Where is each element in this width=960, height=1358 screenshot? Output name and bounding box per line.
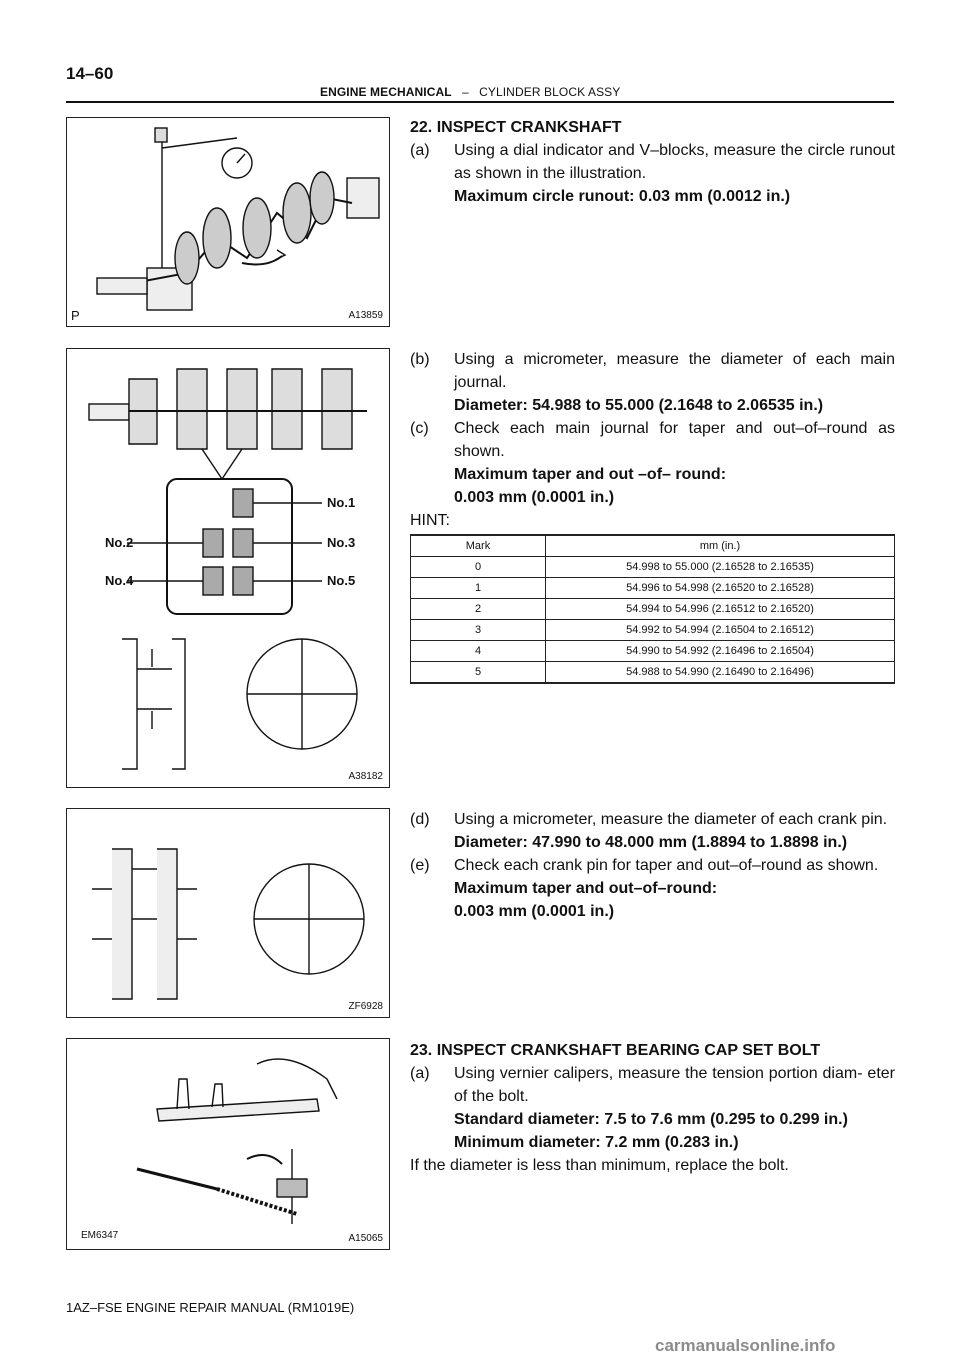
value-cell: 54.990 to 54.992 (2.16496 to 2.16504): [546, 641, 895, 662]
item-label: (d): [410, 811, 430, 828]
step22-journal-section: [410, 348, 895, 532]
step22-a: [410, 139, 895, 185]
journal-label-no2: No.2: [105, 535, 134, 550]
item-text: Using vernier calipers, measure the tension portion diam- eter of the bolt.: [454, 1065, 895, 1105]
step23-section: [410, 1039, 895, 1177]
header-separator: –: [462, 85, 469, 99]
table-row: [411, 557, 895, 578]
step22-e: [410, 854, 895, 877]
item-text: Using a micrometer, measure the diameter of each main journal.: [454, 351, 895, 391]
spec-pin-taper-value: 0.003 mm (0.0001 in.): [454, 903, 615, 920]
item-label: (b): [410, 351, 430, 368]
spec-journal-taper-value: 0.003 mm (0.0001 in.): [454, 489, 615, 506]
journal-label-no4: No.4: [105, 573, 134, 588]
spec-pin-taper: Maximum taper and out–of–round:: [454, 880, 718, 897]
table-row: [411, 662, 895, 684]
mark-cell: 4: [411, 641, 546, 662]
step22-section: [410, 116, 895, 208]
step22-title: 22. INSPECT CRANKSHAFT: [410, 119, 622, 136]
crankshaft-runout-illustration: [67, 118, 391, 328]
table-row: [411, 641, 895, 662]
value-cell: 54.994 to 54.996 (2.16512 to 2.16520): [546, 599, 895, 620]
table-row: [411, 599, 895, 620]
step22-c: [410, 417, 895, 463]
value-cell: 54.992 to 54.994 (2.16504 to 2.16512): [546, 620, 895, 641]
figure-main-journal: [66, 348, 390, 788]
table-row: [411, 578, 895, 599]
item-label: (a): [410, 142, 430, 159]
item-label: (e): [410, 857, 430, 874]
subsection-title: CYLINDER BLOCK ASSY: [479, 85, 621, 99]
step22-crankpin-section: [410, 808, 895, 923]
bolt-caliper-illustration: [67, 1039, 391, 1251]
header-rule: [66, 101, 894, 103]
spec-journal-diameter: Diameter: 54.988 to 55.000 (2.1648 to 2.06535 in.): [454, 397, 824, 414]
figure-crank-pin: [66, 808, 390, 1018]
mark-cell: 3: [411, 620, 546, 641]
item-label: (c): [410, 420, 429, 437]
section-title: ENGINE MECHANICAL: [320, 85, 452, 99]
table-header-row: [411, 535, 895, 557]
figure-corner-mark: P: [71, 308, 80, 323]
step22-d: [410, 808, 895, 831]
item-label: (a): [410, 1065, 430, 1082]
figure-id: A13859: [348, 310, 383, 321]
item-text: Using a dial indicator and V–blocks, measure the circle runout as shown in the illustration.: [454, 142, 895, 182]
journal-label-no3: No.3: [327, 535, 356, 550]
step23-a: [410, 1062, 895, 1108]
mark-cell: 5: [411, 662, 546, 684]
main-journal-illustration: [67, 349, 391, 789]
hint-label: HINT:: [410, 512, 450, 529]
figure-id: A38182: [348, 771, 383, 782]
journal-label-no1: No.1: [327, 495, 356, 510]
running-header: [320, 85, 620, 99]
spec-minimum-diameter: Minimum diameter: 7.2 mm (0.283 in.): [454, 1134, 739, 1151]
journal-label-no5: No.5: [327, 573, 356, 588]
crank-pin-illustration: [67, 809, 391, 1019]
figure-bolt-caliper: [66, 1038, 390, 1250]
figure-id: A15065: [348, 1233, 383, 1244]
item-text: Check each main journal for taper and out–of–round as shown.: [454, 420, 895, 460]
item-text: Check each crank pin for taper and out–of–round as shown.: [454, 857, 879, 874]
manual-footer: 1AZ–FSE ENGINE REPAIR MANUAL (RM1019E): [66, 1300, 355, 1315]
spec-circle-runout: Maximum circle runout: 0.03 mm (0.0012 in.): [454, 188, 791, 205]
spec-pin-diameter: Diameter: 47.990 to 48.000 mm (1.8894 to 1.8898 in.): [454, 834, 848, 851]
step23-title: 23. INSPECT CRANKSHAFT BEARING CAP SET BOLT: [410, 1042, 821, 1059]
mark-cell: 0: [411, 557, 546, 578]
figure-crankshaft-runout: [66, 117, 390, 327]
table-row: [411, 620, 895, 641]
step22-b: [410, 348, 895, 394]
col-header-value: mm (in.): [546, 535, 895, 557]
col-header-mark: Mark: [411, 535, 546, 557]
mark-cell: 1: [411, 578, 546, 599]
replace-note: If the diameter is less than minimum, replace the bolt.: [410, 1157, 789, 1174]
item-text: Using a micrometer, measure the diameter of each crank pin.: [454, 811, 888, 828]
value-cell: 54.998 to 55.000 (2.16528 to 2.16535): [546, 557, 895, 578]
watermark-text: carmanualsonline.info: [655, 1336, 836, 1355]
spec-standard-diameter: Standard diameter: 7.5 to 7.6 mm (0.295 to 0.299 in.): [454, 1111, 848, 1128]
value-cell: 54.988 to 54.990 (2.16490 to 2.16496): [546, 662, 895, 684]
mark-cell: 2: [411, 599, 546, 620]
spec-journal-taper: Maximum taper and out –of– round:: [454, 466, 727, 483]
journal-mark-table: [410, 534, 895, 684]
figure-id: ZF6928: [348, 1001, 383, 1012]
page-number: 14–60: [66, 64, 114, 83]
value-cell: 54.996 to 54.998 (2.16520 to 2.16528): [546, 578, 895, 599]
figure-sub-id: EM6347: [81, 1230, 119, 1241]
